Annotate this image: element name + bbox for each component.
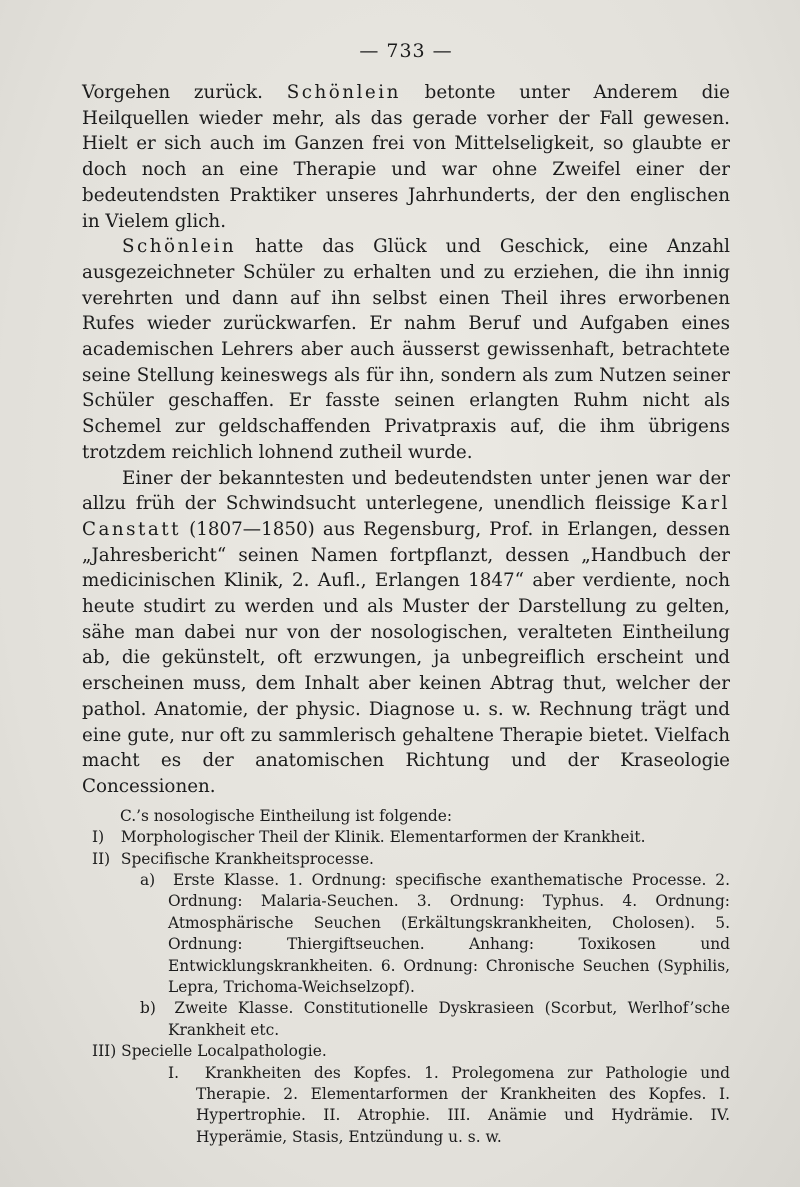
paragraph-1 [82, 80, 730, 234]
class-item-IIb [140, 998, 730, 1041]
class-item-III-I [168, 1063, 730, 1149]
class-item-II [92, 849, 730, 870]
class-text: Zweite Klasse. Constitutionelle Dyskrasieen (Scorbut, Werlhof’sche Krankheit etc. [168, 999, 730, 1039]
paragraph-2 [82, 234, 730, 465]
class-marker: I) [92, 828, 105, 847]
paragraph-3-pre: Einer der bekanntesten und bedeutendsten unter jenen war der allzu früh der Schwindsucht unterlegene, unendlich fleissige [82, 467, 730, 515]
class-item-IIa [140, 870, 730, 998]
body-text [82, 80, 730, 800]
class-text: Morphologischer Theil der Klinik. Elementarformen der Krankheit. [120, 828, 646, 847]
paragraph-3-post: (1807—1850) aus Regensburg, Prof. in Erlangen, dessen „Jahresbericht“ seinen Namen fortpflanzt, dessen „Handbuch der medicinischen Klinik, 2. Aufl., Erlangen 1847“ aber verdiente, noch heute studirt zu werden und als Muster der Darstellung zu gelten, sähe man dabei nur von der nosologischen, veralteten Eintheilung ab, die gekünstelt, oft erzwungen, ja unbegreiflich erscheint und erscheinen muss, dem Inhalt aber keinen Abtrag thut, welcher der pathol. Anatomie, der physic. Diagnose u. s. w. Rechnung trägt und eine gute, nur oft zu sammlerisch gehaltene Therapie bietet. Vielfach macht es der anatomischen Richtung und der Kraseologie Concessionen. [82, 518, 730, 797]
class-marker: I. [168, 1063, 179, 1082]
class-text: Erste Klasse. 1. Ordnung: specifische exanthematische Processe. 2. Ordnung: Malaria-Seuchen. 3. Ordnung: Typhus. 4. Ordnung: Atmosphärische Seuchen (Erkältungskrankheiten, Cholosen). 5. Ordnung: Thiergiftseuchen. Anhang: Toxikosen und Entwicklungskrankheiten. 6. Ordnung: Chronische Seuchen (Syphilis, Lepra, Trichoma-Weichselzopf). [168, 870, 730, 996]
classification-intro: C.’s nosologische Eintheilung ist folgende: [120, 806, 453, 825]
page-number: — 733 — [359, 40, 453, 62]
classification-list [82, 806, 730, 1149]
paragraph-3 [82, 466, 730, 800]
class-item-I [92, 827, 730, 848]
paragraph-1-pre: Vorgehen zurück. [82, 82, 287, 103]
class-marker: b) [140, 999, 156, 1018]
class-marker: III) [92, 1042, 117, 1061]
class-marker: a) [140, 870, 156, 889]
person-name-canstatt: Karl Canstatt [82, 493, 730, 540]
class-text: Krankheiten des Kopfes. 1. Prolegomena zur Pathologie und Therapie. 2. Elementarformen der Krankheiten des Kopfes. I. Hypertrophie. II. Atrophie. III. Anämie und Hydrämie. IV. Hyperämie, Stasis, Entzündung u. s. w. [196, 1063, 730, 1146]
class-marker: II) [92, 849, 111, 868]
paragraph-1-post: betonte unter Anderem die Heilquellen wieder mehr, als das gerade vorher der Fall gewesen. Hielt er sich auch im Ganzen frei von Mittelseligkeit, so glaubte er doch noch an eine Therapie und war ohne Zweifel einer der bedeutendsten Praktiker unseres Jahrhunderts, der den englischen in Vielem glich. [82, 82, 730, 232]
class-item-III [92, 1041, 730, 1062]
class-text: Specielle Localpathologie. [121, 1042, 327, 1061]
person-name-schoenlein: Schönlein [286, 82, 401, 103]
class-text: Specifische Krankheitsprocesse. [120, 849, 374, 868]
person-name-schoenlein-2: Schönlein [122, 236, 237, 258]
paragraph-2-post: hatte das Glück und Geschick, eine Anzahl ausgezeichneter Schüler zu erhalten und zu erziehen, die ihn innig verehrten und dann auf ihn selbst einen Theil ihres erworbenen Rufes wieder zurückwarfen. Er nahm Beruf und Aufgaben eines academischen Lehrers aber auch äusserst gewissenhaft, betrachtete seine Stellung keineswegs als für ihn, sondern als zum Nutzen seiner Schüler geschaffen. Er fasste seinen erlangten Ruhm nicht als Schemel zur geldschaffenden Privatpraxis auf, die ihm übrigens trotzdem reichlich lohnend zutheil wurde. [82, 236, 730, 463]
